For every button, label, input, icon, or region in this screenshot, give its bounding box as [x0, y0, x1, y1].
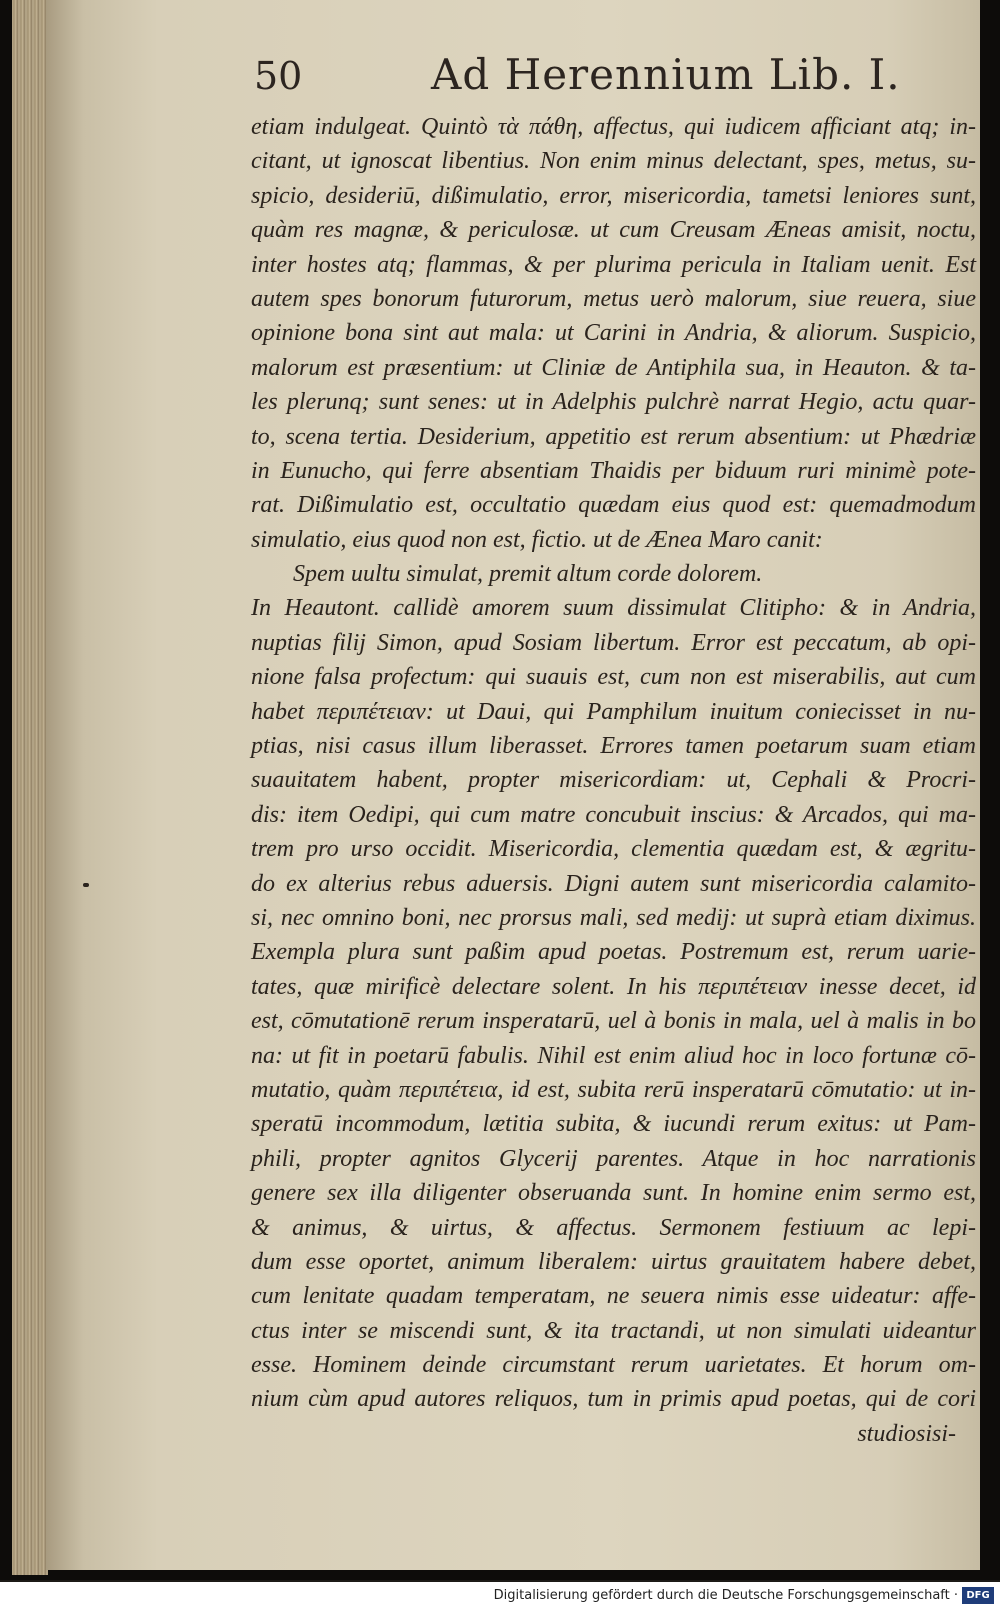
footer-credit: Digitalisierung gefördert durch die Deutsche Forschungsgemeinschaft · [493, 1588, 958, 1603]
text-line: Exempla plura sunt paßim apud poetas. Postremum est, rerum uarie- [251, 939, 976, 966]
text-line: phili, propter agnitos Glycerij parentes. Atque in hoc narrationis [251, 1145, 976, 1172]
text-line: ptias, nisi casus illum liberasset. Errores tamen poetarum suam etiam [251, 733, 976, 760]
text-line: to, scena tertia. Desiderium, appetitio est rerum absentium: ut Phædriæ [251, 423, 976, 450]
page-number: 50 [254, 54, 303, 98]
text-line: In Heautont. callidè amorem suum dissimulat Clitipho: & in Andria, [251, 595, 976, 622]
text-line: nuptias filij Simon, apud Sosiam libertum. Error est peccatum, ab opi- [251, 629, 976, 656]
text-line: dis: item Oedipi, qui cum matre concubuit inscius: & Arcados, qui ma- [251, 801, 976, 828]
body-text [251, 110, 976, 1451]
text-line: nium cùm apud autores reliquos, tum in primis apud poetas, qui de cori [251, 1386, 976, 1413]
text-line: habet περιπέτειαν: ut Daui, qui Pamphilum inuitum coniecisset in nu- [251, 698, 976, 725]
ink-mark [83, 883, 89, 887]
text-line: simulatio, eius quod non est, fictio. ut de Ænea Maro canit: [251, 526, 823, 553]
text-line: quàm res magnæ, & periculosæ. ut cum Creusam Æneas amisit, noctu, [251, 217, 976, 244]
text-line: ctus inter se miscendi sunt, & ita tractandi, ut non simulati uideantur [251, 1317, 976, 1344]
text-line: est, cōmutationē rerum insperatarū, uel à bonis in mala, uel à malis in bo [251, 1008, 976, 1035]
text-line: mutatio, quàm περιπέτεια, id est, subita rerū insperatarū cōmutatio: ut in- [251, 1076, 976, 1103]
dfg-logo: DFG [962, 1587, 994, 1604]
text-line: genere sex illa diligenter obseruanda sunt. In homine enim sermo est, [251, 1180, 976, 1207]
book-page [46, 0, 980, 1570]
text-line: studiosisi- [857, 1420, 956, 1447]
text-line: malorum est præsentium: ut Cliniæ de Antiphila sua, in Heauton. & ta- [251, 354, 976, 381]
text-line: cum lenitate quadam temperatam, ne seuera nimis esse uideatur: affe- [251, 1283, 976, 1310]
text-line: spicio, desideriū, dißimulatio, error, misericordia, tametsi leniores sunt, [251, 182, 976, 209]
text-line: nione falsa profectum: qui suauis est, cum non est miserabilis, aut cum [251, 664, 976, 691]
text-line: rat. Dißimulatio est, occultatio quædam eius quod est: quemadmodum [251, 492, 976, 519]
text-line: suauitatem habent, propter misericordiam: ut, Cephali & Procri- [251, 767, 976, 794]
text-line: si, nec omnino boni, nec prorsus mali, sed medij: ut suprà etiam diximus. [251, 904, 976, 931]
text-line: esse. Hominem deinde circumstant rerum uarietates. Et horum om- [251, 1352, 976, 1379]
text-line: autem spes bonorum futurorum, metus uerò malorum, siue reuera, siue [251, 285, 976, 312]
text-line: speratū incommodum, lætitia subita, & iucundi rerum exitus: ut Pam- [251, 1111, 976, 1138]
text-line: trem pro urso occidit. Misericordia, clementia quædam est, & ægritu- [251, 836, 976, 863]
text-line: inter hostes atq; flammas, & per plurima pericula in Italiam uenit. Est [251, 251, 976, 278]
text-line: Spem uultu simulat, premit altum corde dolorem. [293, 561, 763, 588]
running-title: Ad Herennium Lib. I. [431, 50, 901, 99]
text-line: in Eunucho, qui ferre absentiam Thaidis per biduum ruri minimè pote- [251, 457, 976, 484]
text-line: etiam indulgeat. Quintò τὰ πάθη, affectus, qui iudicem afficiant atq; in- [251, 114, 976, 140]
text-line: na: ut fit in poetarū fabulis. Nihil est enim aliud hoc in loco fortunæ cō- [251, 1042, 976, 1069]
page-edges [12, 0, 48, 1575]
text-line: opinione bona sint aut mala: ut Carini in Andria, & aliorum. Suspicio, [251, 320, 976, 347]
text-line: do ex alterius rebus aduersis. Digni autem sunt misericordia calamito- [251, 870, 976, 897]
text-line: & animus, & uirtus, & affectus. Sermonem festiuum ac lepi- [251, 1214, 976, 1241]
digitization-footer [0, 1582, 1000, 1611]
text-line: tates, quæ mirificè delectare solent. In his περιπέτειαν inesse decet, id [251, 973, 976, 1000]
text-line: dum esse oportet, animum liberalem: uirtus grauitatem habere debet, [251, 1248, 976, 1275]
text-line: citant, ut ignoscat libentius. Non enim minus delectant, spes, metus, su- [251, 148, 976, 175]
text-line: les plerunq; sunt senes: ut in Adelphis pulchrè narrat Hegio, actu quar- [251, 389, 976, 416]
page-header [46, 50, 980, 110]
